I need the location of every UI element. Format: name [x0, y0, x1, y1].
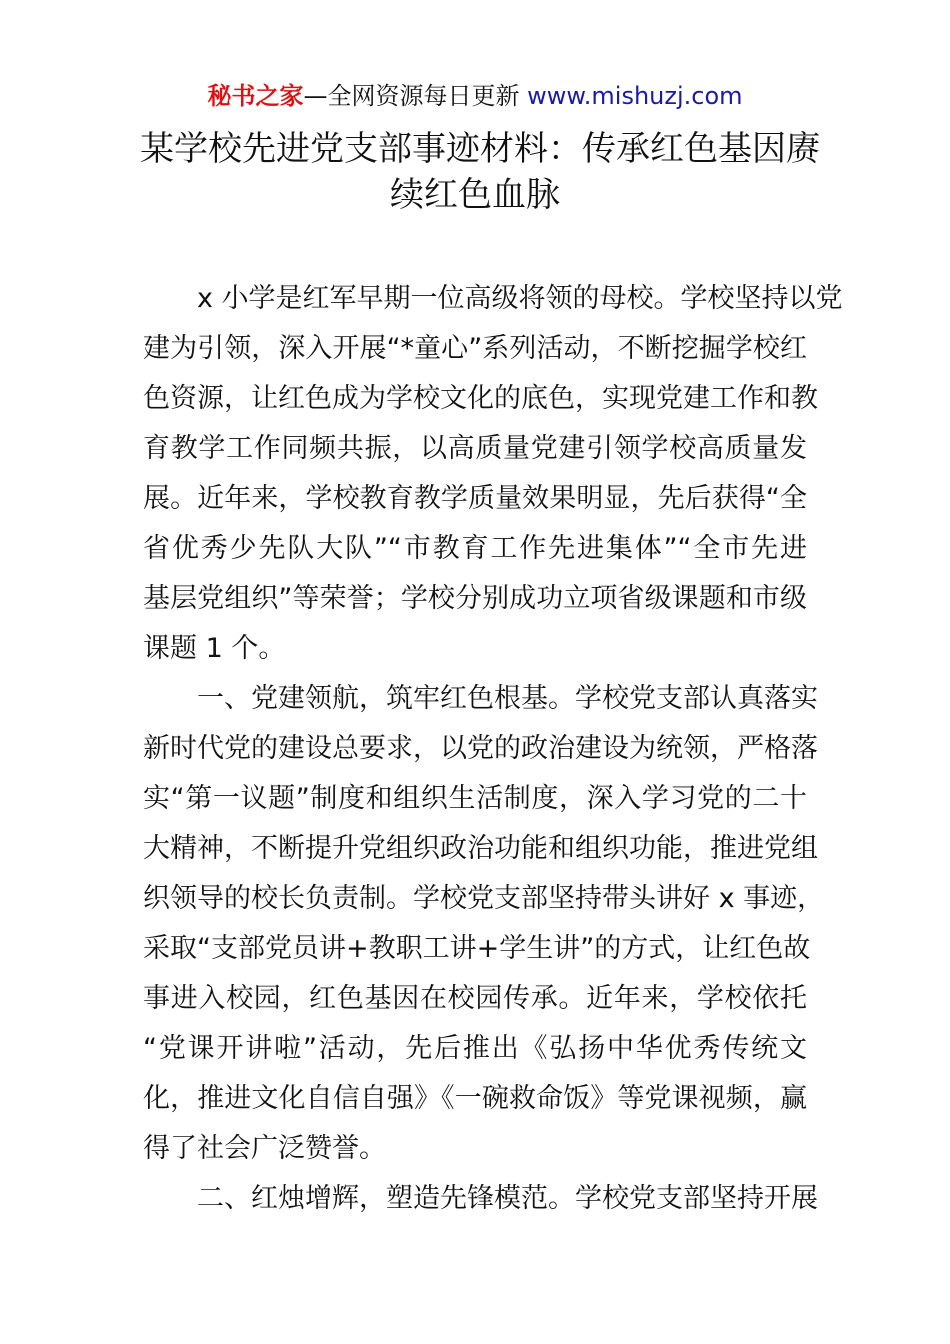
- text-line: 展。近年来，学校教育教学质量效果明显，先后获得“全: [143, 483, 807, 514]
- text-line: 化，推进文化自信自强》《一碗救命饭》等党课视频，赢: [143, 1083, 807, 1114]
- text-line: 建为引领，深入开展“*童心”系列活动，不断挖掘学校红: [143, 333, 807, 364]
- paragraph-intro: [143, 274, 843, 674]
- site-brand: 秘书之家: [207, 82, 304, 110]
- text-line: 二、红烛增辉，塑造先锋模范。学校党支部坚持开展: [197, 1183, 818, 1214]
- text-line: 基层党组织”等荣誉；学校分别成功立项省级课题和市级: [143, 583, 807, 614]
- document-title: [140, 126, 820, 218]
- text-line: 新时代党的建设总要求，以党的政治建设为统领，严格落: [143, 733, 818, 764]
- site-url-link[interactable]: www.mishuzj.com: [527, 82, 743, 110]
- site-header: [0, 80, 950, 112]
- text-line: x 小学是红军早期一位高级将领的母校。学校坚持以党: [197, 283, 843, 314]
- text-line: 大精神，不断提升党组织政治功能和组织功能，推进党组: [143, 833, 818, 864]
- text-line: 育教学工作同频共振，以高质量党建引领学校高质量发: [143, 433, 807, 464]
- text-line: 课题 1 个。: [143, 633, 286, 664]
- text-line: 省优秀少先队大队”“市教育工作先进集体”“全市先进: [143, 533, 807, 564]
- site-tagline: —全网资源每日更新: [303, 82, 528, 110]
- text-line: 色资源，让红色成为学校文化的底色，实现党建工作和教: [143, 383, 818, 414]
- text-line: 实“第一议题”制度和组织生活制度，深入学习党的二十: [143, 783, 807, 814]
- text-line: 织领导的校长负责制。学校党支部坚持带头讲好 x 事迹，: [143, 883, 825, 914]
- text-line: “党课开讲啦”活动，先后推出《弘扬中华优秀传统文: [143, 1033, 807, 1064]
- text-line: 得了社会广泛赞誉。: [143, 1133, 386, 1164]
- text-line: 采取“支部党员讲+教职工讲+学生讲”的方式，让红色故: [143, 933, 811, 964]
- title-line: 续红色血脉: [390, 175, 560, 215]
- paragraph-section-2: [143, 1174, 818, 1224]
- text-line: 一、党建领航，筑牢红色根基。学校党支部认真落实: [197, 683, 818, 714]
- text-line: 事进入校园，红色基因在校园传承。近年来，学校依托: [143, 983, 807, 1014]
- title-line: 某学校先进党支部事迹材料：传承红色基因赓: [140, 129, 820, 169]
- document-body: [143, 274, 843, 1224]
- paragraph-section-1: [143, 674, 825, 1174]
